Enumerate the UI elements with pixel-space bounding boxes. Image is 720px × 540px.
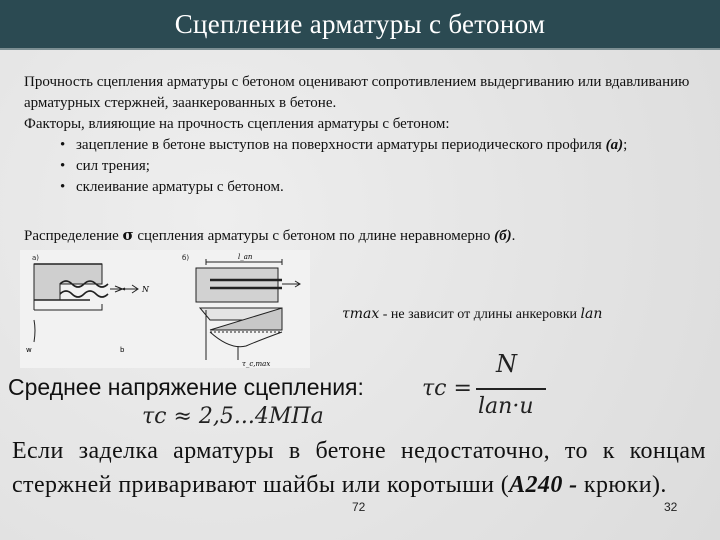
distribution-paragraph — [24, 225, 694, 247]
anchorage-diagram — [20, 250, 310, 368]
label-N: N — [142, 285, 149, 294]
distribution-text-end: . — [511, 228, 516, 244]
list-item — [60, 156, 686, 177]
list-item — [60, 135, 686, 156]
factors-heading: Факторы, влияющие на прочность сцепления арматуры с бетоном: — [24, 116, 450, 132]
list-item-text: зацепление в бетоне выступов на поверхности арматуры периодического профиля — [76, 137, 606, 153]
slide-title: Сцепление арматуры с бетоном — [174, 9, 546, 39]
mean-stress-label: Среднее напряжение сцепления: — [8, 374, 364, 400]
distribution-text: сцепления арматуры с бетоном по длине неравномерно — [133, 228, 495, 244]
label-w: w — [26, 346, 32, 354]
anchorage-figure — [20, 250, 310, 368]
bullet-icon: • — [60, 158, 66, 174]
formula-numerator: N — [496, 350, 517, 378]
list-item-end: ; — [623, 137, 628, 153]
diagram-a — [34, 264, 138, 342]
label-b: б) — [182, 254, 190, 262]
closing-paragraph — [12, 434, 706, 502]
label-tmax: τ_c,max — [242, 360, 271, 368]
label-lan: l_an — [238, 253, 253, 261]
tau-max-text: - не зависит от длины анкеровки — [379, 307, 581, 322]
page-number-left: 72 — [352, 500, 366, 514]
label-a: а) — [32, 254, 40, 262]
list-item-text: сил трения; — [76, 158, 150, 174]
page-number-right: 32 — [664, 500, 678, 514]
bullet-icon: • — [60, 137, 66, 153]
formula-lhs: τc = — [422, 376, 472, 401]
figure-ref: (а) — [605, 137, 624, 153]
figure-ref: (б) — [494, 228, 512, 244]
label-b2: b — [120, 346, 125, 354]
factors-list — [60, 135, 686, 198]
tau-max-symbol: τmax — [342, 306, 380, 322]
closing-end: крюки). — [577, 472, 667, 498]
intro-paragraph: Прочность сцепления арматуры с бетоном оценивают сопротивлением выдергиванию или вдавливанию арматурных стержней, заанкерованных в бетоне. — [24, 74, 690, 111]
closing-text: Если заделка арматуры в бетоне недостаточно, то к концам стержней приваривают шайбы или коротыши ( — [12, 438, 706, 498]
list-item-text: склеивание арматуры с бетоном. — [76, 179, 284, 195]
distribution-text-start: Распределение — [24, 228, 123, 244]
steel-grade: А240 - — [509, 472, 578, 498]
diagram-b — [196, 259, 300, 360]
lan-symbol: lan — [580, 306, 603, 322]
list-item — [60, 177, 686, 198]
sigma-symbol: σ — [122, 226, 134, 244]
bond-stress-approx: τc ≈ 2,5...4МПа — [142, 404, 324, 429]
bullet-icon: • — [60, 179, 66, 195]
tau-max-note — [342, 306, 602, 323]
fraction-bar — [476, 388, 546, 390]
formula-denominator: lan·u — [478, 394, 534, 419]
slide-title-bar — [0, 0, 720, 50]
